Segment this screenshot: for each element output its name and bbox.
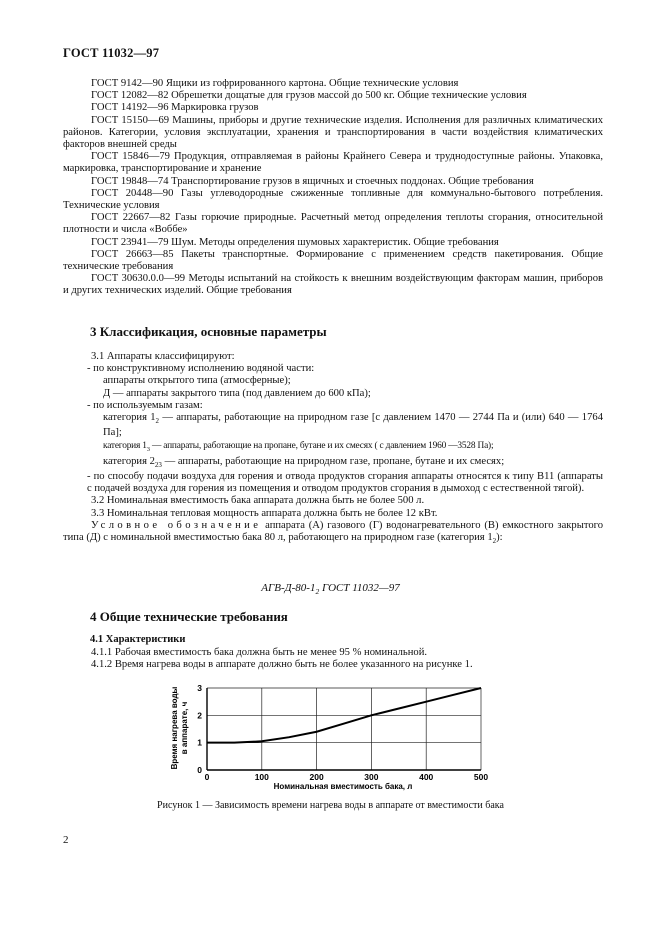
reference-item: ГОСТ 12082—82 Обрешетки дощатые для грузов массой до 500 кг. Общие технические условия: [91, 90, 527, 102]
figure-caption: Рисунок 1 — Зависимость времени нагрева воды в аппарате от вместимости бака: [157, 800, 504, 811]
y-tick-label: 1: [197, 737, 202, 748]
open-type: аппараты открытого типа (атмосферные);: [103, 375, 291, 387]
page-number: 2: [63, 834, 69, 846]
closed-type: Д — аппараты закрытого типа (под давлением до 600 кПа);: [103, 387, 371, 399]
bullet-water-part: - по конструктивному исполнению водяной части:: [87, 363, 315, 375]
formula-subscript: 2: [315, 587, 320, 597]
reference-item: ГОСТ 15846—79 Продукция, отправляемая в районы Крайнего Севера и труднодоступные районы. Упаковка, маркировка, транспортирование и хранение: [63, 151, 603, 175]
subsection-4-1: 4.1 Характеристики: [90, 634, 186, 645]
x-tick-label: 500: [473, 772, 489, 782]
category-text: — аппараты, работающие на природном газе, пропане, бутане и их смесях;: [161, 455, 505, 467]
y-axis-label-line2: в аппарате, ч: [180, 701, 189, 755]
reference-item: ГОСТ 15150—69 Машины, приборы и другие технические изделия. Исполнения для различных климатических районов. Категории, условия эксплуатации, хранения и транспортирования в части воздействия климатических факторов внешней среды: [63, 114, 603, 151]
bullet-gases: - по используемым газам:: [87, 399, 203, 411]
reference-item: ГОСТ 14192—96 Маркировка грузов: [91, 102, 259, 114]
references-list: [63, 78, 603, 298]
clause-4-1-2: 4.1.2 Время нагрева воды в аппарате должно быть не более указанного на рисунке 1.: [91, 659, 473, 671]
category-subscript: 3: [146, 445, 150, 453]
chart-axes: [207, 688, 481, 770]
x-tick-label: 300: [364, 772, 379, 782]
category-2-23: [63, 456, 603, 471]
formula-main: АГВ-Д-80-1: [261, 582, 316, 594]
designation-formula: [0, 582, 661, 596]
reference-item: ГОСТ 26663—85 Пакеты транспортные. Формирование с применением средств пакетирования. Общие технические требования: [63, 248, 603, 273]
category-subscript: 2: [155, 417, 160, 426]
heating-time-chart: [165, 676, 495, 792]
y-tick-label: 2: [197, 710, 202, 721]
clause-3-4: [63, 520, 603, 548]
document-header: ГОСТ 11032—97: [63, 46, 160, 60]
category-label: категория 1: [103, 412, 156, 424]
formula-standard: ГОСТ 11032—97: [319, 582, 400, 594]
y-axis-label-line1: Время нагрева воды: [170, 686, 179, 770]
reference-item: ГОСТ 30630.0.0—99 Методы испытаний на стойкость к внешним воздействующим факторам машин, приборов и других технических изделий. Общие требования: [63, 273, 603, 297]
section-3-body: [63, 351, 603, 547]
spaced-term: Условное обозначение: [91, 519, 262, 531]
reference-item: ГОСТ 22667—82 Газы горючие природные. Расчетный метод определения теплоты сгорания, относительной плотности и числа «Воббе»: [63, 212, 603, 236]
category-subscript: 2: [492, 537, 497, 546]
clause-3-3: 3.3 Номинальная тепловая мощность аппарата должна быть не более 12 кВт.: [91, 507, 438, 519]
category-1-2: [63, 412, 603, 440]
y-tick-label: 0: [197, 765, 202, 775]
x-tick-label: 100: [254, 772, 269, 782]
x-axis-label: Номинальная вместимость бака, л: [273, 782, 413, 791]
section-4-title: 4 Общие технические требования: [90, 609, 288, 624]
category-label: категория 1: [103, 440, 147, 451]
bullet-air-supply: - по способу подачи воздуха для горения и отвода продуктов сгорания аппараты относятся к типу В11 (аппараты с подачей воздуха для горения из помещения и отводом продуктов сгорания в дымоход с естественной тягой).: [87, 470, 603, 495]
section-3-title: 3 Классификация, основные параметры: [90, 324, 327, 339]
category-text: — аппараты, работающие на природном газе [с давлением 1470 — 2744 Па и (или) 640 — 1764 Па];: [103, 412, 603, 439]
reference-item: ГОСТ 23941—79 Шум. Методы определения шумовых характеристик. Общие требования: [91, 236, 499, 248]
clause-4-1-1: 4.1.1 Рабочая вместимость бака должна быть не менее 95 % номинальной.: [91, 647, 428, 658]
category-1-3: [63, 440, 603, 456]
section-4-body: [63, 647, 603, 671]
clause-3-1: 3.1 Аппараты классифицируют:: [91, 351, 235, 362]
reference-item: ГОСТ 20448—90 Газы углеводородные сжиженные топливные для коммунально-бытового потребления. Технические условия: [63, 187, 603, 212]
clause-3-2: 3.2 Номинальная вместимость бака аппарата должна быть не более 500 л.: [91, 495, 425, 507]
clause-text: аппарата (А) газового (Г) водонагревательного (В) емкостного закрытого типа (Д) с номинальной вместимостью бака 80 л, работающего на природном газе (категория 1: [63, 519, 604, 543]
chart-grid: [207, 688, 481, 770]
category-subscript: 23: [154, 460, 162, 469]
clause-text-end: ):: [496, 531, 503, 543]
x-tick-label: 0: [204, 772, 210, 782]
x-tick-label: 400: [419, 772, 434, 782]
category-label: категория 2: [103, 455, 155, 467]
reference-item: ГОСТ 19848—74 Транспортирование грузов в ящичных и стоечных поддонах. Общие требования: [91, 175, 534, 187]
x-tick-label: 200: [309, 772, 324, 782]
reference-item: ГОСТ 9142—90 Ящики из гофрированного картона. Общие технические условия: [91, 78, 459, 89]
category-text: — аппараты, работающие на пропане, бутане и их смесях ( с давлением 1960 —3528 Па);: [149, 440, 494, 451]
y-tick-label: 3: [197, 683, 202, 693]
